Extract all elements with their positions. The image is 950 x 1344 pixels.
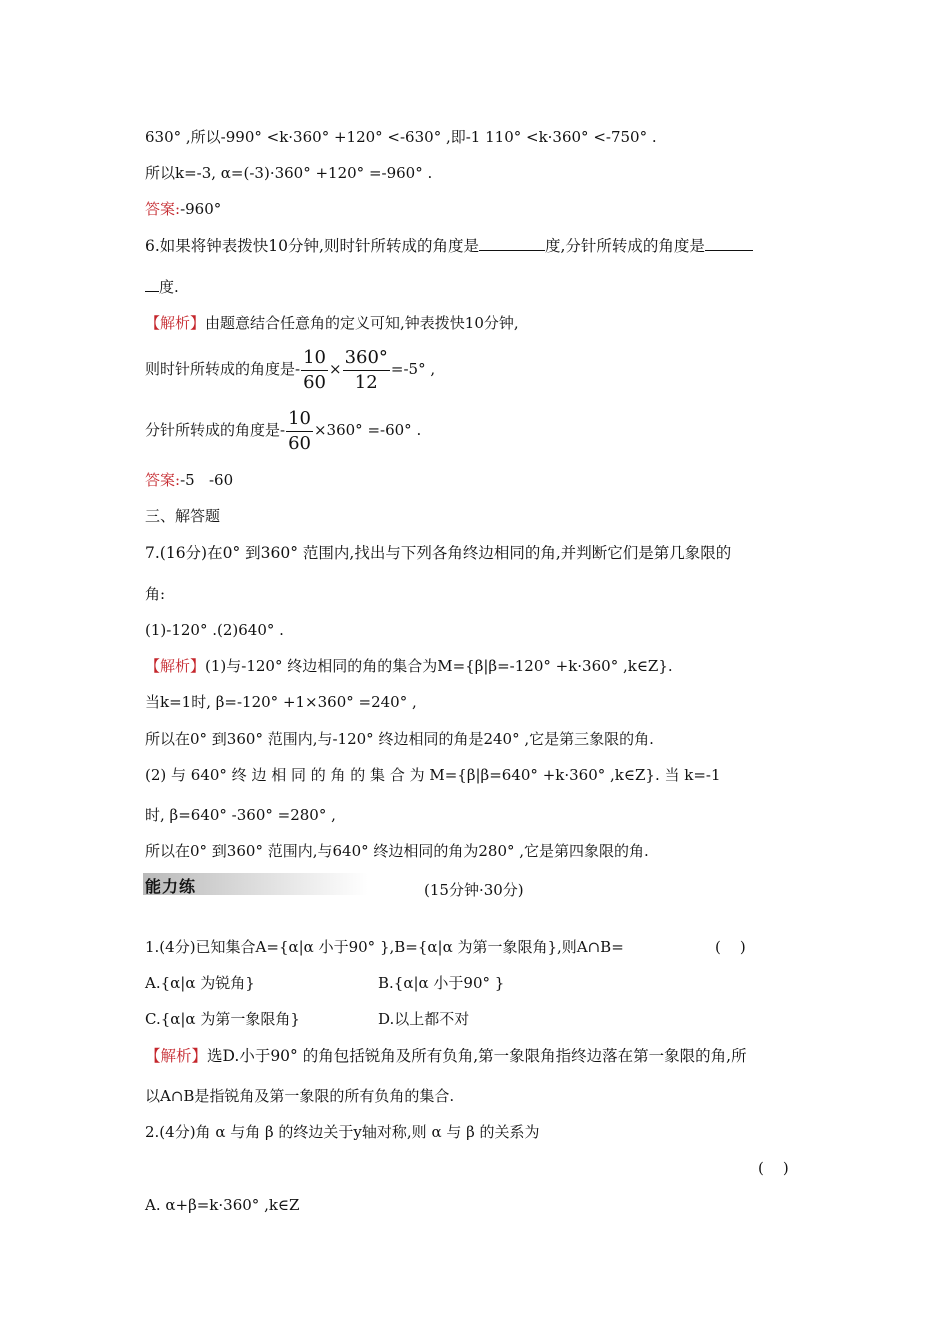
solution-line: [145, 656, 673, 676]
solution-line: [145, 313, 519, 333]
fraction-denominator: 12: [354, 371, 378, 393]
fraction-denominator: 60: [303, 371, 326, 393]
question-7-stem: 7.(16分)在0° 到360° 范围内,找出与下列各角终边相同的角,并判断它们是第几象限的: [145, 544, 732, 562]
fraction: [301, 348, 328, 393]
hour-hand-formula: [145, 345, 435, 393]
section-heading: 三、解答题: [145, 507, 221, 525]
solution-text: (1)与-120° 终边相同的角的集合为M={β|β=-120° +k·360° ,k∈Z}.: [205, 657, 673, 675]
answer-value: -960°: [180, 200, 222, 218]
option-b: B.{α|α 小于90° }: [378, 974, 505, 992]
answer-line: [145, 470, 233, 490]
banner-title: 能力练: [145, 877, 197, 896]
question-7-parts: (1)-120° .(2)640° .: [145, 621, 284, 639]
option-a: A. α+β=k·360° ,k∈Z: [145, 1196, 300, 1214]
solution-tag: 【解析】: [145, 657, 206, 675]
solution-line: 所以在0° 到360° 范围内,与640° 终边相同的角为280° ,它是第四象限的角.: [145, 842, 649, 860]
formula-prefix: 分针所转成的角度是-: [145, 421, 286, 439]
times-sign: ×: [328, 360, 342, 378]
answer-label: 答案:: [145, 200, 181, 218]
solution-tag: 【解析】: [145, 1047, 208, 1065]
question-6-text-c: 度.: [159, 278, 179, 296]
answer-blank: [705, 236, 753, 251]
question-7-stem-cont: 角:: [145, 585, 166, 603]
answer-blank: [479, 236, 545, 251]
formula-suffix: ×360° =-60° .: [313, 421, 422, 439]
solution-line: (2) 与 640° 终 边 相 同 的 角 的 集 合 为 M={β|β=640° +k·360° ,k∈Z}. 当 k=-1: [145, 766, 721, 784]
formula-prefix: 则时针所转成的角度是-: [145, 360, 301, 378]
option-d: D.以上都不对: [378, 1010, 470, 1028]
solution-line: 时, β=640° -360° =280° ,: [145, 806, 336, 824]
fraction-numerator: 360°: [343, 348, 390, 371]
fraction-numerator: 10: [286, 409, 313, 432]
solution-line: 当k=1时, β=-120° +1×360° =240° ,: [145, 693, 417, 711]
solution-line: 以A∩B是指锐角及第一象限的所有负角的集合.: [145, 1087, 455, 1105]
question-2-stem: 2.(4分)角 α 与角 β 的终边关于y轴对称,则 α 与 β 的关系为: [145, 1123, 540, 1141]
ability-section-banner: [143, 873, 368, 895]
option-a: A.{α|α 为锐角}: [145, 974, 255, 992]
fraction: [343, 348, 390, 393]
question-6-stem-cont: [145, 277, 179, 297]
text-line: 所以k=-3, α=(-3)·360° +120° =-960° .: [145, 164, 433, 182]
text-line: 630° ,所以-990° <k·360° +120° <-630° ,即-1 110° <k·360° <-750° .: [145, 128, 657, 146]
solution-tag: 【解析】: [145, 314, 206, 332]
answer-label: 答案:: [145, 471, 181, 489]
question-1-stem: 1.(4分)已知集合A={α|α 小于90° },B={α|α 为第一象限角},则A∩B=: [145, 938, 624, 956]
section-time-limit: (15分钟·30分): [424, 881, 524, 899]
fraction: [286, 409, 313, 454]
solution-text: 由题意结合任意角的定义可知,钟表拨快10分钟,: [205, 314, 519, 332]
answer-value: -5 -60: [180, 471, 234, 489]
fraction-numerator: 10: [301, 348, 328, 371]
fraction-denominator: 60: [288, 432, 311, 454]
solution-line: 所以在0° 到360° 范围内,与-120° 终边相同的角是240° ,它是第三象限的角.: [145, 730, 654, 748]
question-6-stem: [145, 236, 753, 256]
question-6-text-b: 度,分针所转成的角度是: [544, 237, 705, 255]
solution-line: [145, 1046, 747, 1066]
formula-suffix: =-5° ,: [390, 360, 436, 378]
answer-blank: [145, 277, 159, 292]
answer-line: [145, 199, 221, 219]
option-c: C.{α|α 为第一象限角}: [145, 1010, 300, 1028]
minute-hand-formula: [145, 406, 421, 454]
solution-text: 选D.小于90° 的角包括锐角及所有负角,第一象限角指终边落在第一象限的角,所: [207, 1047, 747, 1065]
answer-paren: ( ): [758, 1159, 789, 1177]
answer-paren: ( ): [715, 938, 746, 956]
question-6-text-a: 6.如果将钟表拨快10分钟,则时针所转成的角度是: [145, 237, 479, 255]
